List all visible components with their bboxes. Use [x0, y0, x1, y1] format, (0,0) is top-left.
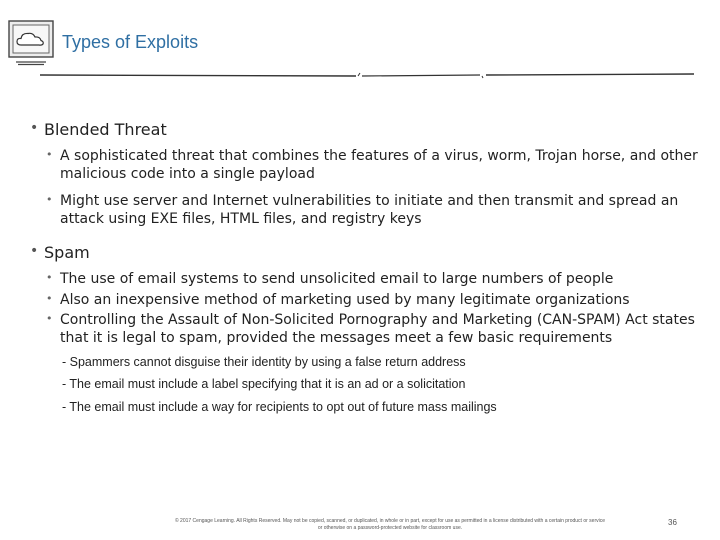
bullet-blended-threat: • Blended Threat [30, 120, 700, 140]
copyright-footer: © 2017 Cengage Learning. All Rights Reserved. May not be copied, scanned, or duplicated, in whole or in part, except for use as permitted in a license distributed with a certain product or service or otherwise on a password-protected website for classroom use. [174, 518, 606, 531]
bullet-spam: • Spam [30, 243, 700, 263]
title-divider [40, 70, 696, 82]
computer-cloud-icon [6, 18, 58, 70]
bullet-item: • Also an inexpensive method of marketing used by many legitimate organizations [46, 291, 630, 308]
bullet-item: • Might use server and Internet vulnerabilities to initiate and then transmit and spread an attack using EXE files, HTML files, and registry keys [46, 192, 679, 227]
bullet-item: • The use of email systems to send unsolicited email to large numbers of people [46, 270, 614, 287]
bullet-item: • A sophisticated threat that combines the features of a virus, worm, Trojan horse, and other malicious code into a single payload [46, 148, 698, 182]
sub-item: - The email must include a label specifying that it is an ad or a solicitation [62, 377, 466, 392]
sub-item: - Spammers cannot disguise their identity by using a false return address [62, 355, 466, 370]
slide-body [30, 120, 700, 418]
sub-item: - The email must include a way for recipients to opt out of future mass mailings [62, 399, 497, 414]
page-number: 36 [668, 518, 677, 527]
bullet-item: • Controlling the Assault of Non-Solicited Pornography and Marketing (CAN-SPAM) Act states that it is legal to spam, provided the messages meet a few basic requirements [46, 312, 695, 347]
slide-title: Types of Exploits [62, 32, 199, 52]
